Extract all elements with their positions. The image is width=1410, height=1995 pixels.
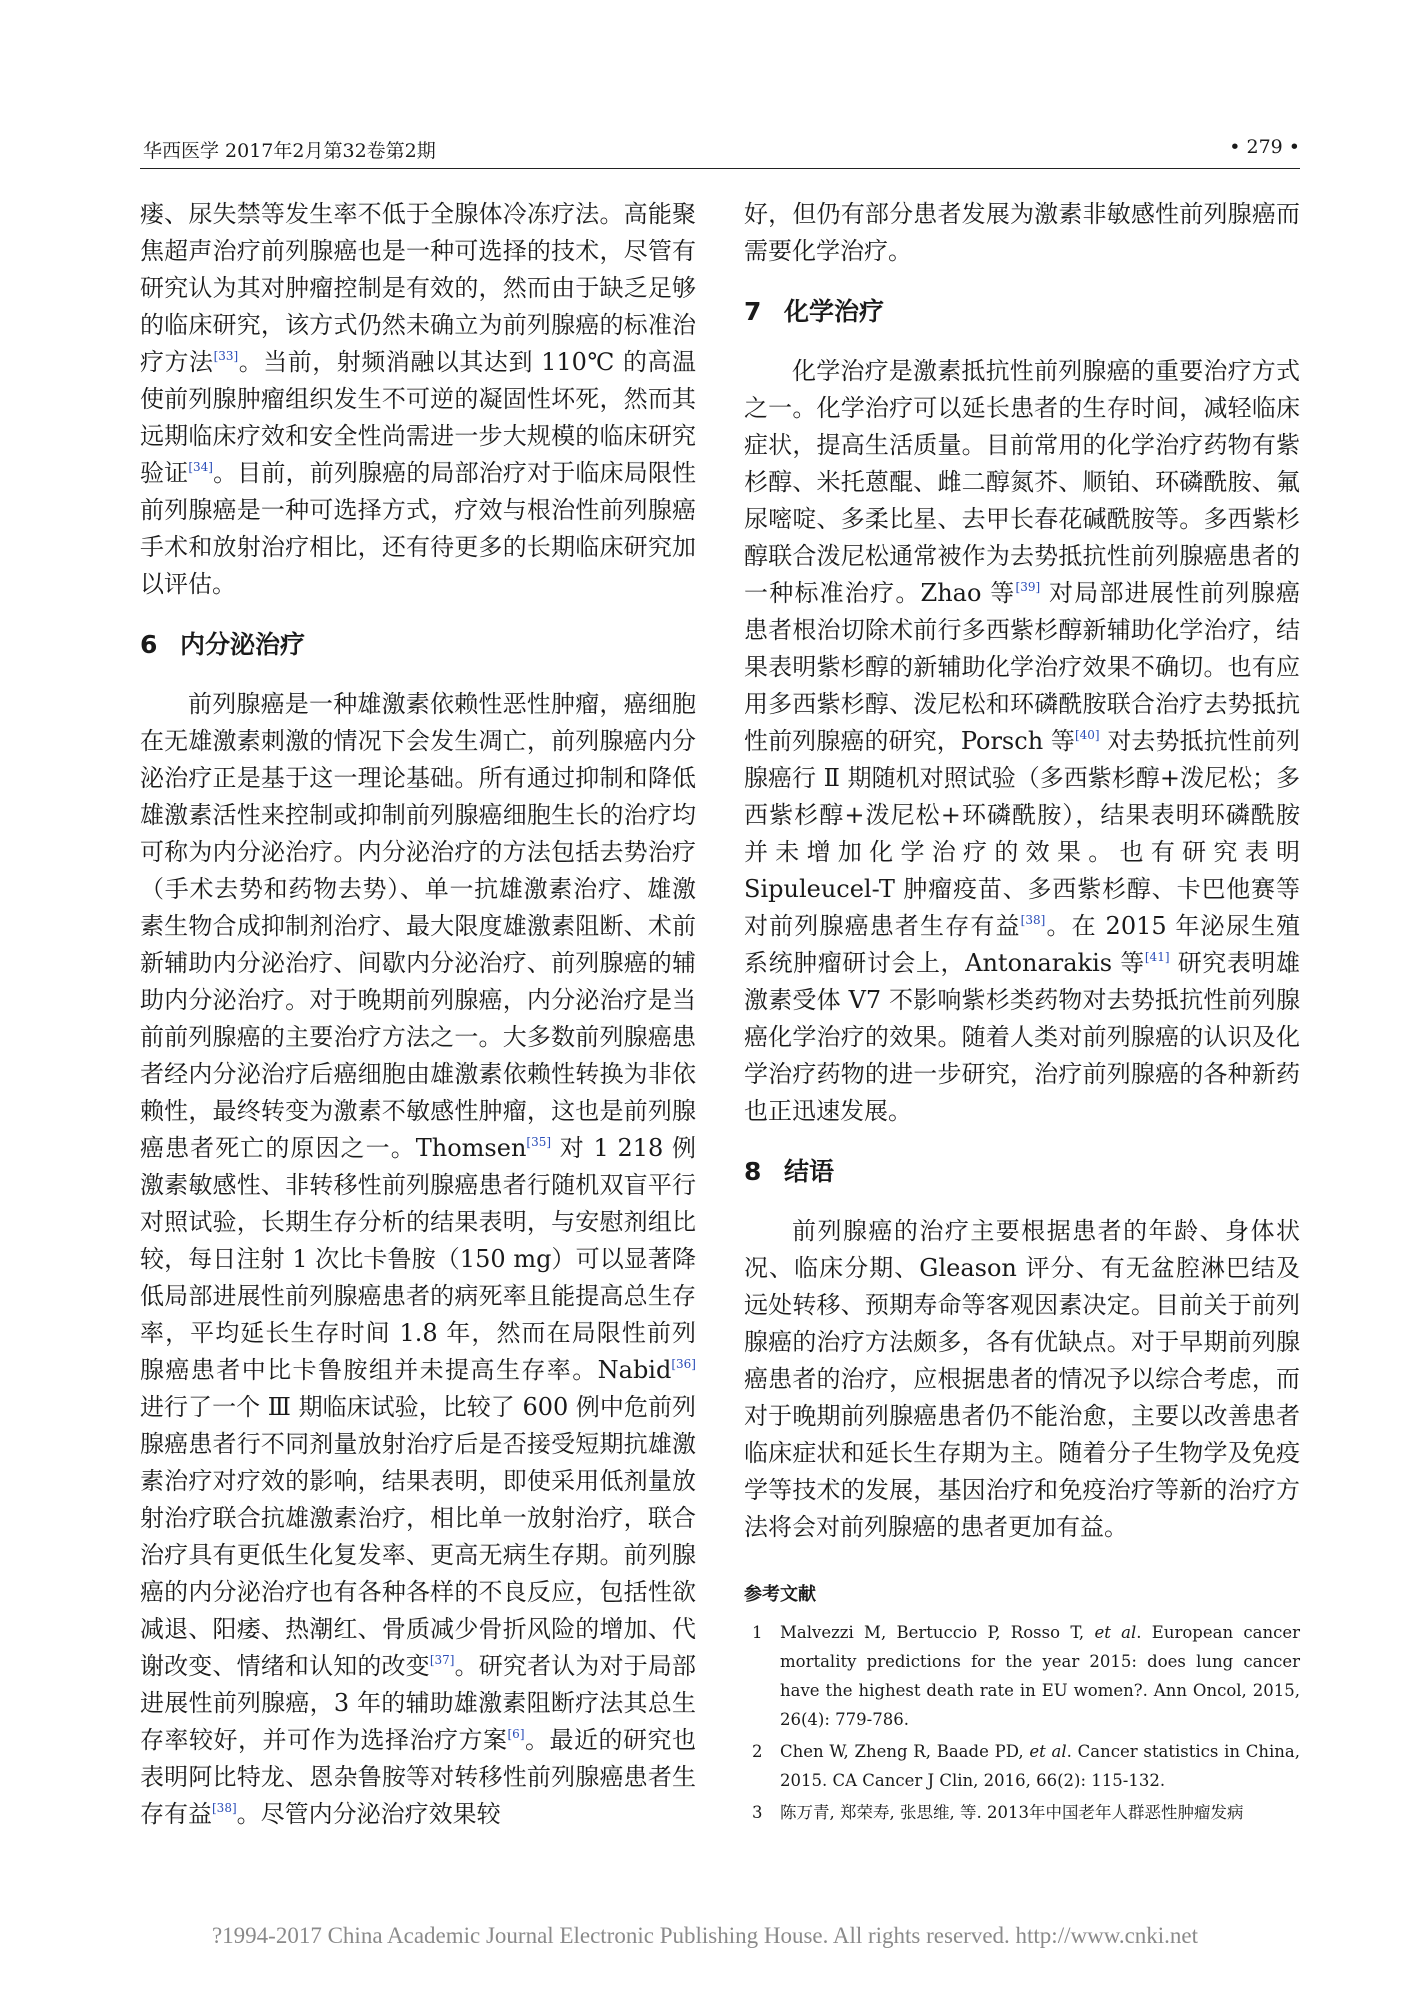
copyright-footer: ?1994-2017 China Academic Journal Electronic Publishing House. All rights reserved. http://www.cnki.net [211, 1923, 1199, 1948]
citation-link[interactable]: [6] [507, 1727, 525, 1741]
paragraph: 前列腺癌是一种雄激素依赖性恶性肿瘤，癌细胞在无雄激素刺激的情况下会发生凋亡，前列腺癌内分泌治疗正是基于这一理论基础。所有通过抑制和降低雄激素活性来控制或抑制前列腺癌细胞生长的治疗均可称为内分泌治疗。内分泌治疗的方法包括去势治疗（手术去势和药物去势）、单一抗雄激素治疗、雄激素生物合成抑制剂治疗、最大限度雄激素阻断、术前新辅助内分泌治疗、间歇内分泌治疗、前列腺癌的辅助内分泌治疗。对于晚期前列腺癌，内分泌治疗是当前前列腺癌的主要治疗方法之一。大多数前列腺癌患者经内分泌治疗后癌细胞由雄激素依赖性转换为非依赖性，最终转变为激素不敏感性肿瘤，这也是前列腺癌患者死亡的原因之一。Thomsen[35] 对 1 218 例激素敏感性、非转移性前列腺癌患者行随机双盲平行对照试验，长期生存分析的结果表明，与安慰剂组比较，每日注射 1 次比卡鲁胺（150 mg）可以显著降低局部进展性前列腺癌患者的病死率且能提高总生存率，平均延长生存时间 1.8 年，然而在局限性前列腺癌患者中比卡鲁胺组并未提高生存率。Nabid[36] 进行了一个 Ⅲ 期临床试验，比较了 600 例中危前列腺癌患者行不同剂量放射治疗后是否接受短期抗雄激素治疗对疗效的影响，结果表明，即使采用低剂量放射治疗联合抗雄激素治疗，相比单一放射治疗，联合治疗具有更低生化复发率、更高无病生存期。前列腺癌的内分泌治疗也有各种各样的不良反应，包括性欲减退、阳痿、热潮红、骨质减少骨折风险的增加、代谢改变、情绪和认知的改变[37]。研究者认为对于局部进展性前列腺癌，3 年的辅助雄激素阻断疗法其总生存率较好，并可作为选择治疗方案[6]。最近的研究也表明阿比特龙、恩杂鲁胺等对转移性前列腺癌患者生存有益[38]。尽管内分泌治疗效果较 [140, 690, 697, 1828]
page-header [140, 132, 1300, 169]
paragraph: 好，但仍有部分患者发展为激素非敏感性前列腺癌而需要化学治疗。 [744, 200, 1300, 265]
citation-link[interactable]: [40] [1074, 728, 1100, 742]
citation-link[interactable]: [41] [1144, 950, 1170, 964]
reference-item: 2 Chen W, Zheng R, Baade PD, et al. Cancer statistics in China, 2015. CA Cancer J Clin, 2016, 66(2): 115-132. [752, 1742, 1300, 1790]
reference-item: 3 陈万青, 郑荣寿, 张思维, 等. 2013年中国老年人群恶性肿瘤发病 [752, 1803, 1244, 1822]
citation-link[interactable]: [37] [429, 1653, 455, 1667]
references-heading: 参考文献 [744, 1584, 816, 1605]
left-column [140, 196, 696, 1833]
right-column [744, 196, 1300, 1830]
section-heading: 8 结语 [744, 1157, 835, 1186]
paragraph: 化学治疗是激素抵抗性前列腺癌的重要治疗方式之一。化学治疗可以延长患者的生存时间，减轻临床症状，提高生活质量。目前常用的化学治疗药物有紫杉醇、米托蒽醌、雌二醇氮芥、顺铂、环磷酰胺、氟尿嘧啶、多柔比星、去甲长春花碱酰胺等。多西紫杉醇联合泼尼松通常被作为去势抵抗性前列腺癌患者的一种标准治疗。Zhao 等[39] 对局部进展性前列腺癌患者根治切除术前行多西紫杉醇新辅助化学治疗，结果表明紫杉醇的新辅助化学治疗效果不确切。也有应用多西紫杉醇、泼尼松和环磷酰胺联合治疗去势抵抗性前列腺癌的研究，Porsch 等[40] 对去势抵抗性前列腺癌行 Ⅱ 期随机对照试验（多西紫杉醇+泼尼松；多西紫杉醇+泼尼松+环磷酰胺），结果表明环磷酰胺并未增加化学治疗的效果。也有研究表明 Sipuleucel-T 肿瘤疫苗、多西紫杉醇、卡巴他赛等对前列腺癌患者生存有益[38]。在 2015 年泌尿生殖系统肿瘤研讨会上，Antonarakis 等[41] 研究表明雄激素受体 V7 不影响紫杉类药物对去势抵抗性前列腺癌化学治疗的效果。随着人类对前列腺癌的认识及化学治疗药物的进一步研究，治疗前列腺癌的各种新药也正迅速发展。 [744, 357, 1301, 1125]
citation-link[interactable]: [36] [671, 1357, 696, 1371]
citation-link[interactable]: [35] [526, 1135, 552, 1149]
citation-link[interactable]: [34] [188, 460, 213, 474]
paragraph: 前列腺癌的治疗主要根据患者的年龄、身体状况、临床分期、Gleason 评分、有无盆腔淋巴结及远处转移、预期寿命等客观因素决定。目前关于前列腺癌的治疗方法颇多，各有优缺点。对于早期前列腺癌患者的治疗，应根据患者的情况予以综合考虑，而对于晚期前列腺癌患者仍不能治愈，主要以改善患者临床症状和延长生存期为主。随着分子生物学及免疫学等技术的发展，基因治疗和免疫治疗等新的治疗方法将会对前列腺癌的患者更加有益。 [744, 1217, 1300, 1541]
paragraph: 瘘、尿失禁等发生率不低于全腺体冷冻疗法。高能聚焦超声治疗前列腺癌也是一种可选择的技术，尽管有研究认为其对肿瘤控制是有效的，然而由于缺乏足够的临床研究，该方式仍然未确立为前列腺癌的标准治疗方法[33]。当前，射频消融以其达到 110℃ 的高温使前列腺肿瘤组织发生不可逆的凝固性坏死，然而其远期临床疗效和安全性尚需进一步大规模的临床研究验证[34]。目前，前列腺癌的局部治疗对于临床局限性前列腺癌是一种可选择方式，疗效与根治性前列腺癌手术和放射治疗相比，还有待更多的长期临床研究加以评估。 [140, 200, 697, 598]
journal-title: 华西医学 2017年2月第32卷第2期 [143, 140, 436, 162]
citation-link[interactable]: [38] [1020, 913, 1046, 927]
section-heading: 6 内分泌治疗 [140, 630, 306, 659]
citation-link[interactable]: [38] [212, 1801, 237, 1815]
reference-item: 1 Malvezzi M, Bertuccio P, Rosso T, et al. European cancer mortality predictions for the year 2015: does lung cancer have the highest death rate in EU women?. Ann Oncol, 2015, 26(4): 779-786. [752, 1623, 1300, 1729]
citation-link[interactable]: [33] [213, 349, 239, 363]
citation-link[interactable]: [39] [1015, 580, 1041, 594]
section-heading: 7 化学治疗 [744, 297, 885, 326]
page-number: • 279 • [1229, 136, 1300, 158]
